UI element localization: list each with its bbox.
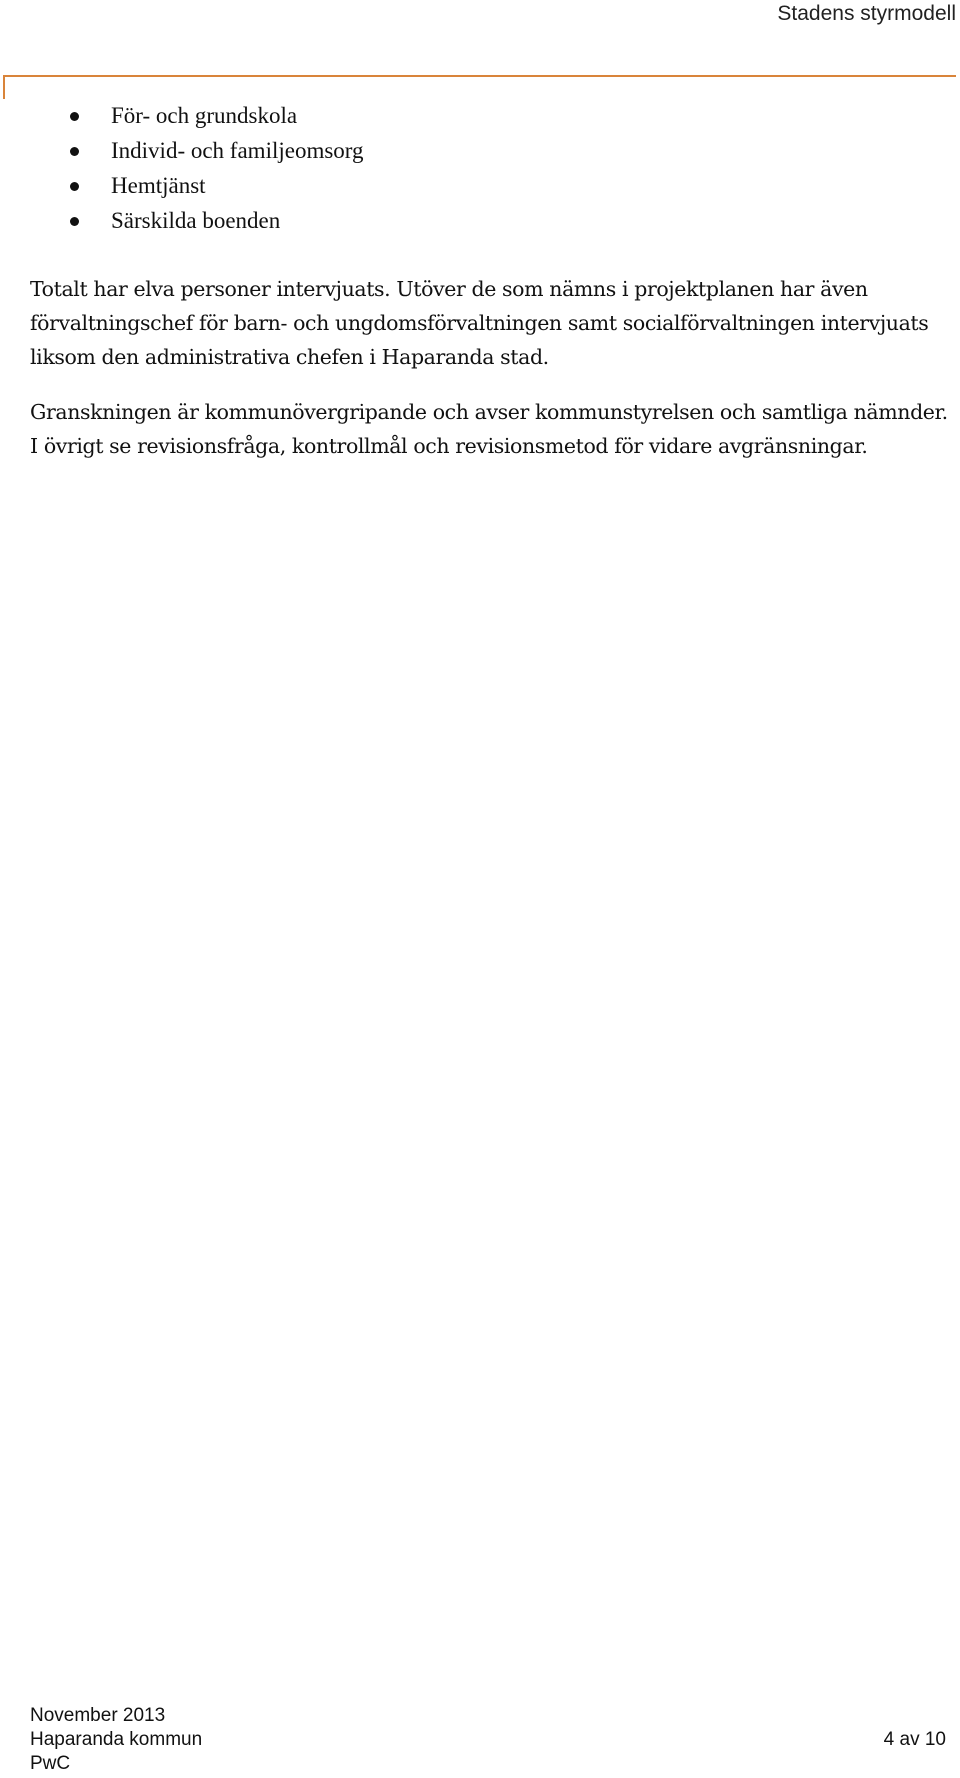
list-item <box>0 203 364 238</box>
header-divider <box>3 75 956 77</box>
bullet-icon <box>70 217 79 226</box>
list-item <box>0 98 364 133</box>
list-item-text: För- och grundskola <box>111 103 298 128</box>
header-corner-mark <box>3 75 5 99</box>
paragraph-interviews: Totalt har elva personer intervjuats. Utöver de som nämns i projektplanen har även förvaltningschef för barn- och ungdomsförvaltningen samt socialförvaltningen intervjuats liksom den administrativa chefen i Haparanda stad. <box>30 277 929 369</box>
bullet-list <box>0 98 364 238</box>
paragraph-scope: Granskningen är kommunövergripande och avser kommunstyrelsen och samtliga nämnder. I övrigt se revisionsfråga, kontrollmål och revisionsmetod för vidare avgränsningar. <box>30 400 948 458</box>
bullet-icon <box>70 112 79 121</box>
footer-date: November 2013 <box>30 1705 166 1726</box>
list-item <box>0 133 364 168</box>
bullet-icon <box>70 182 79 191</box>
footer-company: PwC <box>30 1753 71 1774</box>
bullet-icon <box>70 147 79 156</box>
list-item-text: Individ- och familjeomsorg <box>111 138 364 163</box>
document-title: Stadens styrmodell <box>777 2 956 25</box>
list-item <box>0 168 364 203</box>
page-footer <box>30 1704 202 1776</box>
list-item-text: Hemtjänst <box>111 173 206 198</box>
footer-organization: Haparanda kommun <box>30 1729 203 1750</box>
page-number: 4 av 10 <box>883 1729 946 1750</box>
list-item-text: Särskilda boenden <box>111 208 281 233</box>
